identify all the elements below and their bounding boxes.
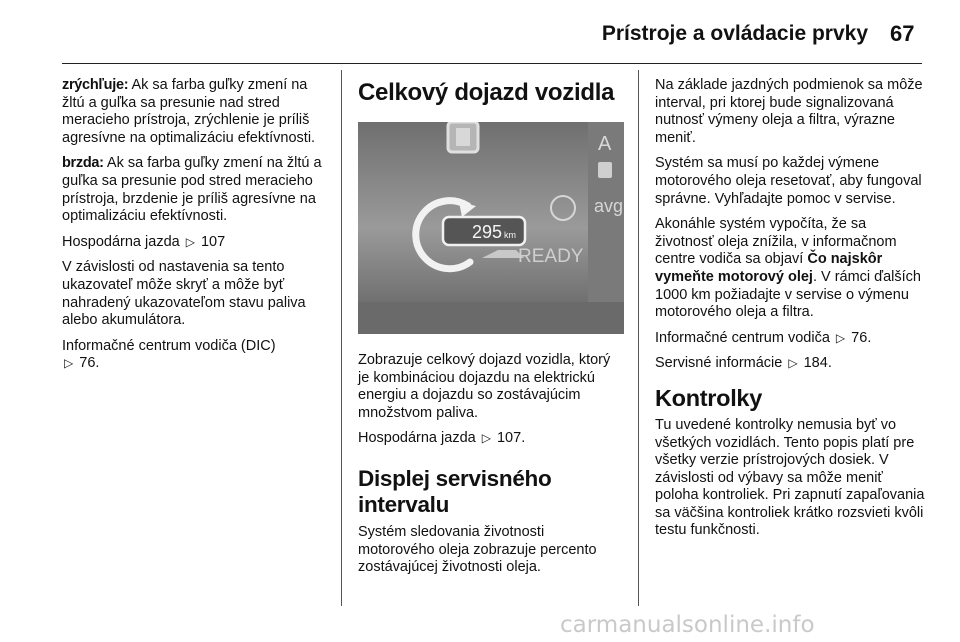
page-ref-link[interactable]: 76. [75, 355, 100, 372]
page-ref-arrow-icon: ▷ [64, 356, 74, 371]
paragraph-text: Na základe jazdných podmienok sa môže interval, pri ktorej bude signalizovaná nutnosť výmeny oleja a filtra, výrazne meniť. [655, 77, 923, 146]
paragraph-text: Ak sa farba guľky zmení na žltú a guľka sa presunie pod stred meracieho prístroja, brzdenie je príliš agresívne na optimalizáciu efektívnosti. [62, 155, 322, 225]
paragraph-text: Hospodárna jazda [358, 430, 476, 447]
paragraph [62, 259, 330, 329]
paragraph [655, 77, 925, 147]
paragraph [655, 216, 925, 322]
paragraph [62, 77, 330, 147]
paragraph-text: Servisné informácie [655, 355, 783, 372]
paragraph [655, 417, 925, 540]
paragraph [655, 355, 925, 373]
section-heading: Displej servisného intervalu [358, 465, 552, 517]
column-middle [358, 77, 624, 585]
paragraph-text: Zobrazuje celkový dojazd vozidla, ktorý je kombináciou dojazdu na elektrickú energiu a dojazdu so zostávajúcim množstvom paliva. [358, 352, 611, 421]
paragraph [655, 155, 925, 208]
page-ref-link[interactable]: 76. [847, 329, 872, 346]
message-text: Čo najskôr vymeňte motorový olej [655, 251, 883, 285]
paragraph-text: Informačné centrum vodiča [655, 329, 830, 346]
paragraph [62, 155, 330, 225]
paragraph [358, 524, 624, 577]
header-rule [62, 63, 922, 64]
page-ref-arrow-icon: ▷ [835, 330, 846, 345]
range-unit: km [504, 230, 516, 240]
paragraph-text: Systém sa musí po každej výmene motorového oleja resetovať, aby fungoval správne. Vyhľadajte pomoc v servise. [655, 155, 922, 207]
paragraph [62, 338, 330, 373]
page-ref-link[interactable]: 184. [799, 355, 832, 372]
section-heading: Celkový dojazd vozidla [358, 79, 615, 106]
column-divider [638, 70, 639, 606]
column-right [655, 77, 925, 548]
paragraph [358, 430, 624, 448]
paragraph-text: Hospodárna jazda [62, 233, 180, 250]
paragraph [62, 234, 330, 252]
page-ref-arrow-icon: ▷ [185, 234, 195, 249]
section-heading: Kontrolky [655, 384, 762, 411]
ready-label: READY [518, 246, 584, 267]
term-accelerates: zrýchľuje: [62, 77, 129, 93]
fuel-pump-icon [598, 162, 612, 178]
paragraph [358, 352, 624, 422]
page-ref-arrow-icon: ▷ [788, 356, 798, 371]
paragraph-text: Ak sa farba guľky zmení na žltú a guľka sa presunie nad stred meracieho prístroja, zrýchlenie je príliš agresívne na optimalizáciu efektívnosti. [62, 77, 316, 146]
dashboard-illustration [358, 122, 624, 334]
page-title: Prístroje a ovládacie prvky [601, 22, 868, 45]
paragraph-text: V závislosti od nastavenia sa tento ukazovateľ môže skryť a môže byť nahradený ukazovateľom stavu paliva alebo akumulátora. [62, 259, 306, 329]
page-number: 67 [890, 21, 915, 46]
page-ref-link[interactable]: 107 [196, 233, 226, 250]
avg-label: avg [594, 196, 624, 216]
paragraph-text: Tu uvedené kontrolky nemusia byť vo všetkých vozidlách. Tento popis platí pre všetky verzie prístrojových dosiek. V závislosti od výbavy sa môže meniť poloha kontroliek. Pri zapnutí zapaľovania sa väčšina kontroliek krátko rozsvieti kvôli testu funkčnosti. [655, 416, 925, 539]
column-divider [341, 70, 342, 606]
paragraph-text: Informačné centrum vodiča (DIC) [62, 337, 276, 354]
svg-text:A: A [598, 133, 612, 155]
column-left [62, 77, 330, 381]
page-ref-link[interactable]: 107. [492, 430, 526, 447]
paragraph-text: Akonáhle systém vypočíta, že sa životnosť oleja znížila, v informačnom centre vodiča sa objaví [655, 216, 897, 268]
watermark: carmanualsonline.info [560, 612, 815, 638]
paragraph-text: Systém sledovania životnosti motorového oleja zobrazuje percento zostávajúcej životnosti oleja. [358, 523, 597, 576]
dashboard-photo [358, 122, 624, 334]
page-ref-arrow-icon: ▷ [481, 431, 491, 446]
paragraph-text: . V rámci ďalších 1000 km požiadajte v servise o výmenu motorového oleja a filtra. [655, 268, 921, 321]
term-brake: brzda: [62, 155, 104, 172]
paragraph [655, 330, 925, 348]
range-value: 295 [472, 222, 503, 242]
